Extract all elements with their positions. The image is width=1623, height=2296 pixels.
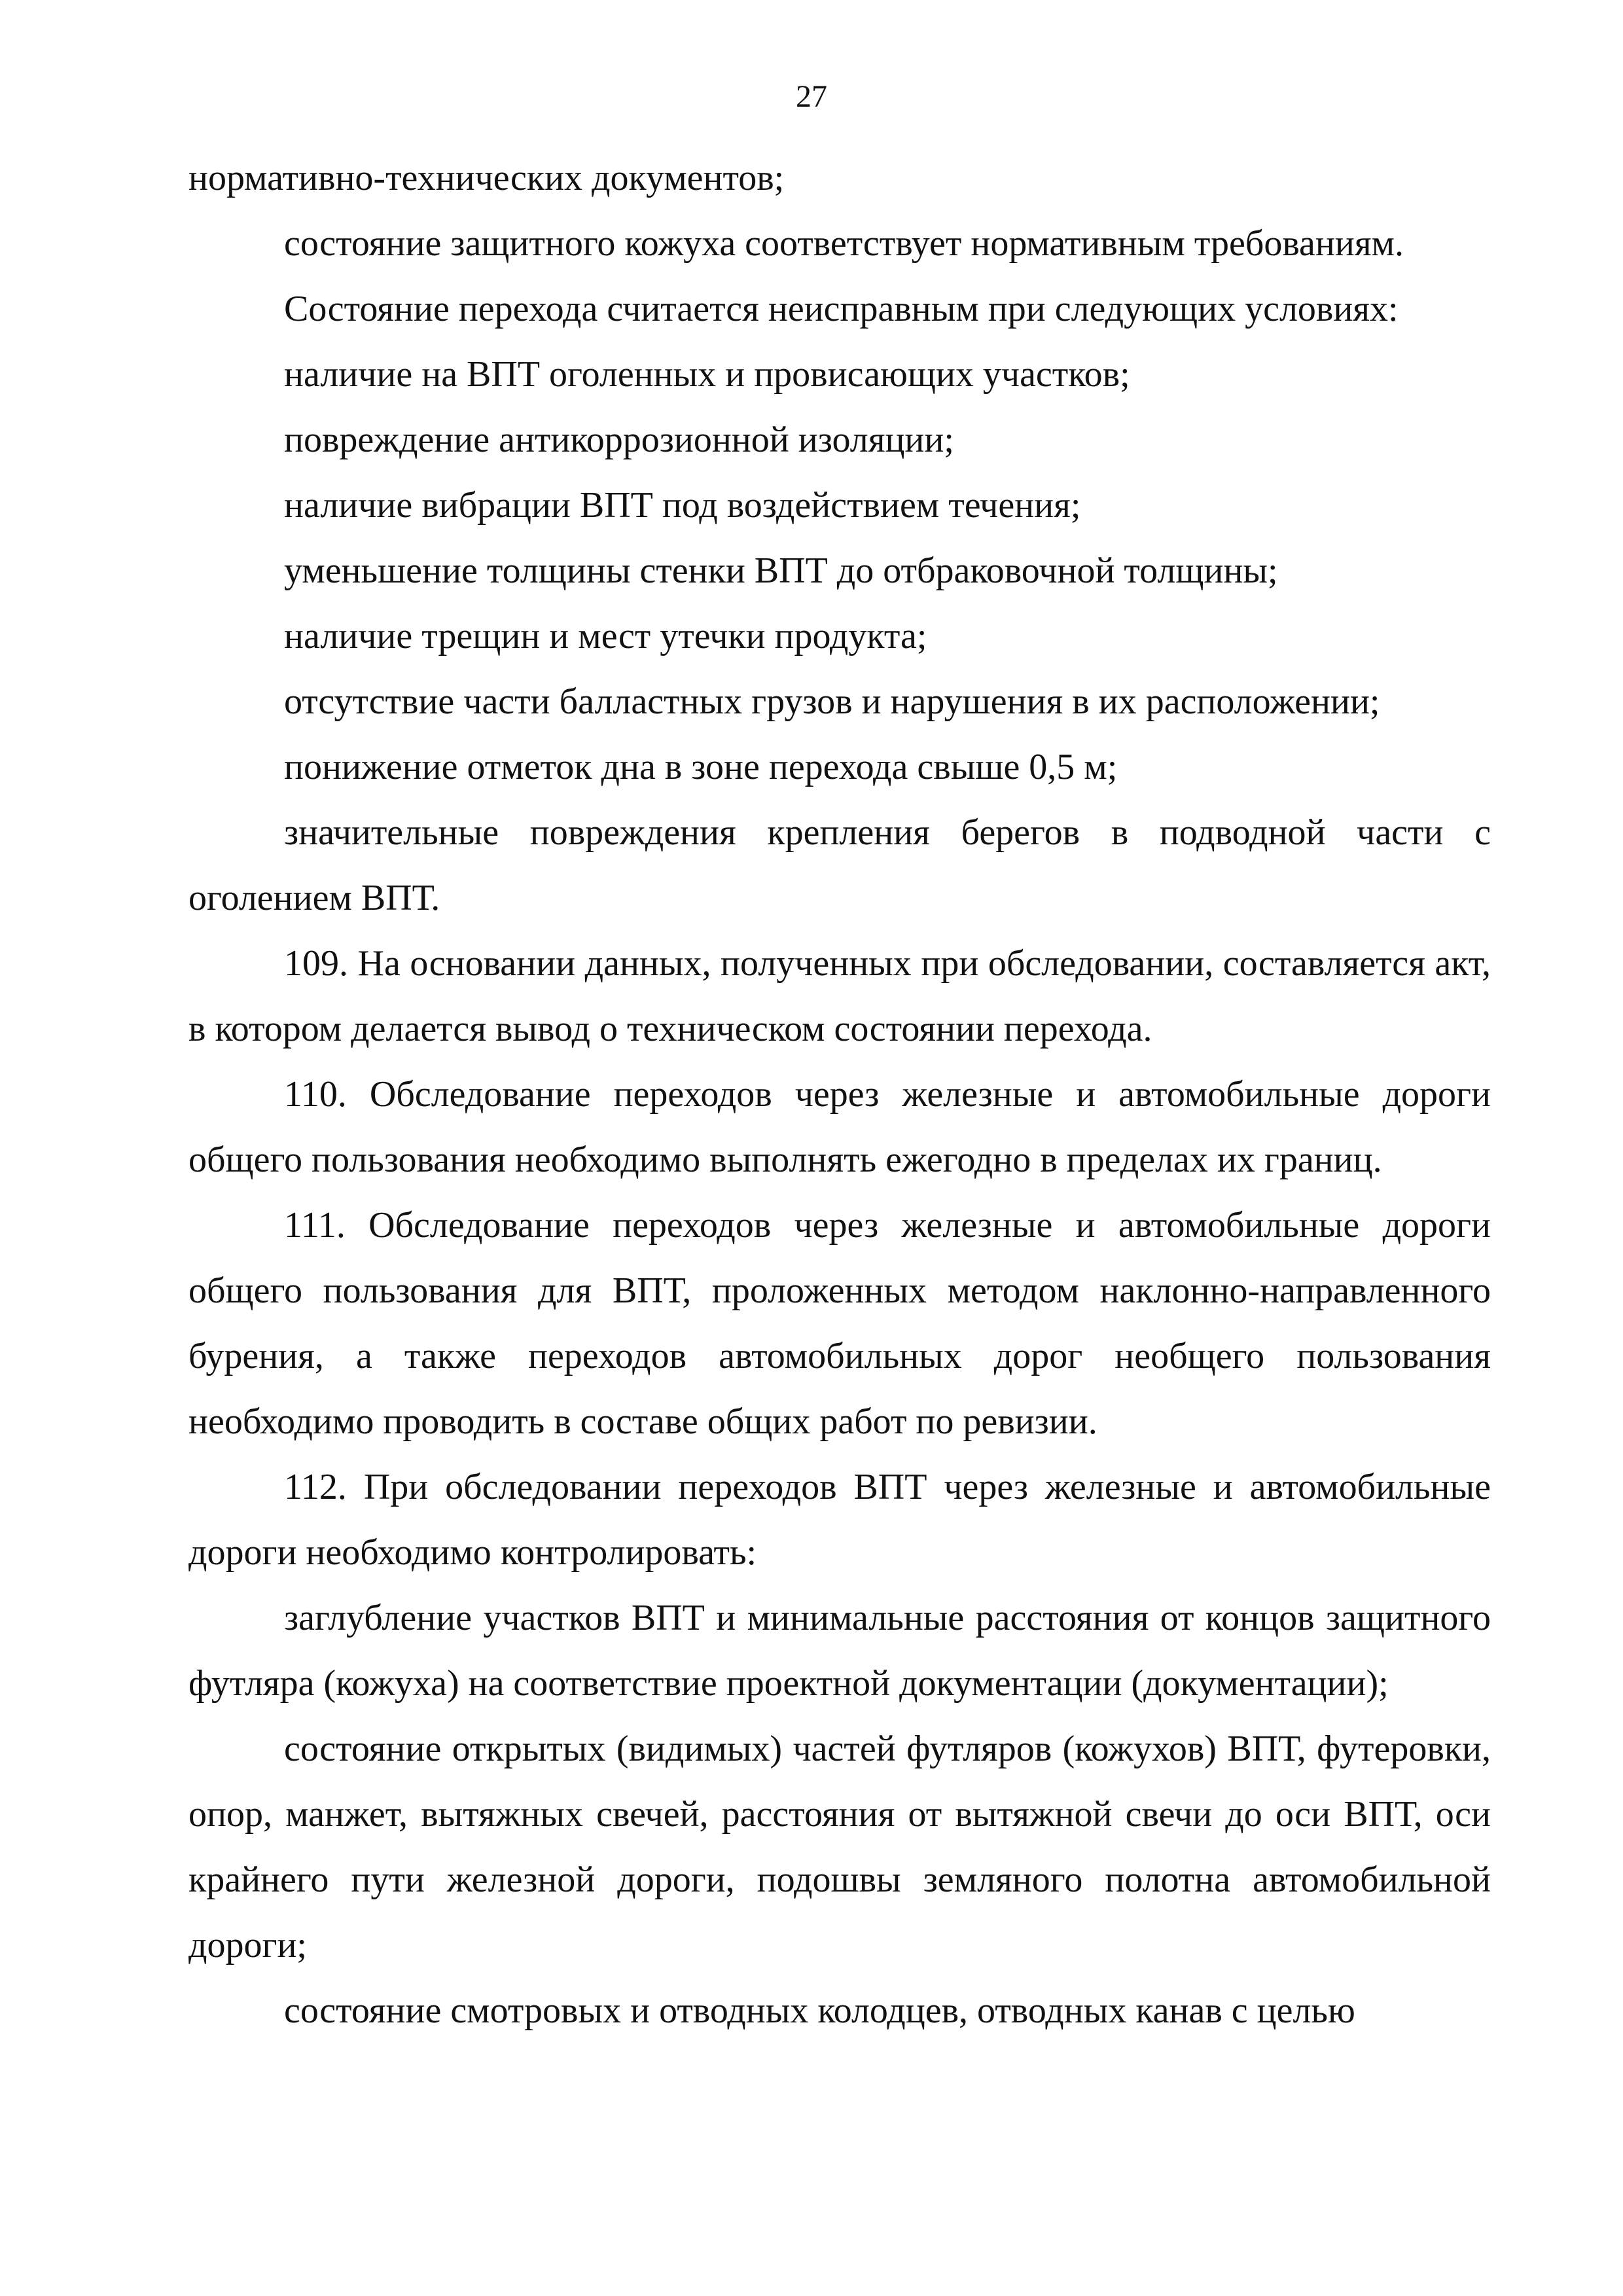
list-item: отсутствие части балластных грузов и нарушения в их расположении; [284, 681, 1380, 722]
list-item: повреждение антикоррозионной изоляции; [284, 420, 954, 460]
list-item: состояние открытых (видимых) частей футляров (кожухов) ВПТ, футеровки, опор, манжет, вытяжных свечей, расстояния от вытяжной свечи до оси ВПТ, оси крайнего пути железной дороги, подошвы земляного полотна автомобильной дороги; [188, 1729, 1491, 1965]
paragraph: состояние защитного кожуха соответствует нормативным требованиям. [284, 223, 1404, 264]
numbered-paragraph-112: 112. При обследовании переходов ВПТ через железные и автомобильные дороги необходимо контролировать: [188, 1467, 1491, 1573]
list-item: заглубление участков ВПТ и минимальные расстояния от концов защитного футляра (кожуха) на соответствие проектной документации (документации); [188, 1598, 1491, 1704]
list-item: понижение отметок дна в зоне перехода свыше 0,5 м; [284, 747, 1118, 787]
list-item: состояние смотровых и отводных колодцев, отводных канав с целью [284, 1990, 1355, 2031]
list-item: наличие вибрации ВПТ под воздействием течения; [284, 485, 1081, 526]
document-body [188, 145, 1491, 2043]
paragraph: Состояние перехода считается неисправным при следующих условиях: [284, 289, 1399, 329]
list-item: уменьшение толщины стенки ВПТ до отбраковочной толщины; [284, 550, 1278, 591]
paragraph-continuation: нормативно-технических документов; [188, 158, 785, 198]
numbered-paragraph-110: 110. Обследование переходов через железные и автомобильные дороги общего пользования необходимо выполнять ежегодно в пределах их границ. [188, 1074, 1491, 1180]
page-number: 27 [796, 79, 827, 114]
list-item: значительные повреждения крепления берегов в подводной части с оголением ВПТ. [188, 812, 1491, 918]
numbered-paragraph-111: 111. Обследование переходов через железные и автомобильные дороги общего пользования для ВПТ, проложенных методом наклонно-направленного бурения, а также переходов автомобильных дорог необщего пользования необходимо проводить в составе общих работ по ревизии. [188, 1205, 1491, 1442]
list-item: наличие трещин и мест утечки продукта; [284, 616, 927, 656]
numbered-paragraph-109: 109. На основании данных, полученных при обследовании, составляется акт, в котором делается вывод о техническом состоянии перехода. [188, 943, 1491, 1049]
list-item: наличие на ВПТ оголенных и провисающих участков; [284, 354, 1130, 395]
